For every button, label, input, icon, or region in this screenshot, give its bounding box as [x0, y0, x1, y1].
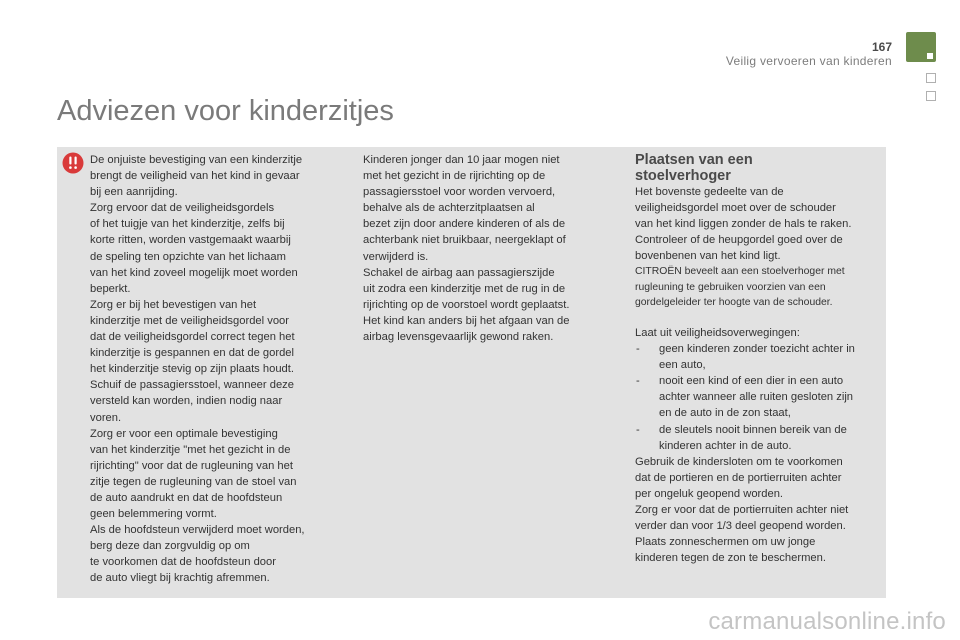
page-number: 167 — [871, 40, 892, 54]
list-item: - de sleutels nooit binnen bereik van de kinderen achter in de auto. — [635, 422, 880, 454]
airbag-text: Kinderen jonger dan 10 jaar mogen niet met het gezicht in de rijrichting op de passagiersstoel voor worden vervoerd, behalve als de achterzitplaatsen al bezet zijn door andere kinderen of als de achterbank niet bruikbaar, neergeklapt of verwijderd is. Schakel de airbag aan passagierszijde uit zodra een kinderzitje met de rug in de rijrichting op de voorstoel wordt geplaatst. Het kind kan anders bij het afgaan van de airbag levensgevaarlijk gewond raken. — [363, 154, 570, 344]
right-column — [635, 152, 880, 566]
list-intro: Laat uit veiligheidsoverwegingen: — [635, 326, 800, 339]
chapter-tab[interactable] — [926, 91, 936, 101]
warning-column — [90, 152, 335, 587]
safety-list — [635, 341, 880, 454]
booster-recommendation: CITROËN beveelt aan een stoelverhoger met rugleuning te gebruiken voorzien van een gordelgeleider ter hoogte van de schouder. — [635, 266, 845, 309]
closing-text: Gebruik de kindersloten om te voorkomen dat de portieren en de portierruiten achter per ongeluk geopend worden. Zorg er voor dat de portierruiten achter niet verder dan voor 1/3 deel geopend worden. Plaats zonneschermen om uw jonge kinderen tegen de zon te beschermen. — [635, 455, 849, 565]
booster-intro: Het bovenste gedeelte van de veiligheidsgordel moet over de schouder van het kind liggen zonder de hals te raken. Controleer of de heupgordel goed over de bovenbenen van het kind ligt. — [635, 186, 852, 263]
chapter-tab-active[interactable] — [906, 32, 936, 62]
middle-column — [363, 152, 598, 345]
warning-text: De onjuiste bevestiging van een kinderzitje brengt de veiligheid van het kind in gevaar bij een aanrijding. Zorg ervoor dat de veiligheidsgordels of het tuigje van het kinderzitje, zelfs bij korte ritten, worden vastgemaakt waarbij de speling ten opzichte van het lichaam van het kind zoveel mogelijk moet worden beperkt. Zorg er bij het bevestigen van het kinderzitje met de veiligheidsgordel voor dat de veiligheidsgordel correct tegen het kinderzitje is gespannen en dat de gordel het kinderzitje stevig op zijn plaats houdt. Schuif de passagiersstoel, wanneer deze versteld kan worden, indien nodig naar voren. Zorg er voor een optimale bevestiging van het kinderzitje "met het gezicht in de rijrichting" voor dat de rugleuning van het zitje tegen de rugleuning van de stoel van de auto aandrukt en dat de hoofdsteun geen belemmering vormt. Als de hoofdsteun verwijderd moet worden, berg deze dan zorgvuldig op om te voorkomen dat de hoofdsteun door de auto vliegt bij krachtig afremmen. — [90, 154, 305, 585]
page-title: Adviezen voor kinderzitjes — [57, 95, 394, 127]
watermark: carmanualsonline.info — [708, 608, 946, 635]
chapter-tab[interactable] — [926, 73, 936, 83]
list-item: - geen kinderen zonder toezicht achter in een auto, — [635, 341, 880, 373]
section-title: Veilig vervoeren van kinderen — [725, 54, 892, 68]
section-heading: Plaatsen van een stoelverhoger — [635, 152, 753, 184]
warning-icon — [62, 152, 84, 174]
list-item: - nooit een kind of een dier in een auto achter wanneer alle ruiten gesloten zijn en de auto in de zon staat, — [635, 373, 880, 421]
